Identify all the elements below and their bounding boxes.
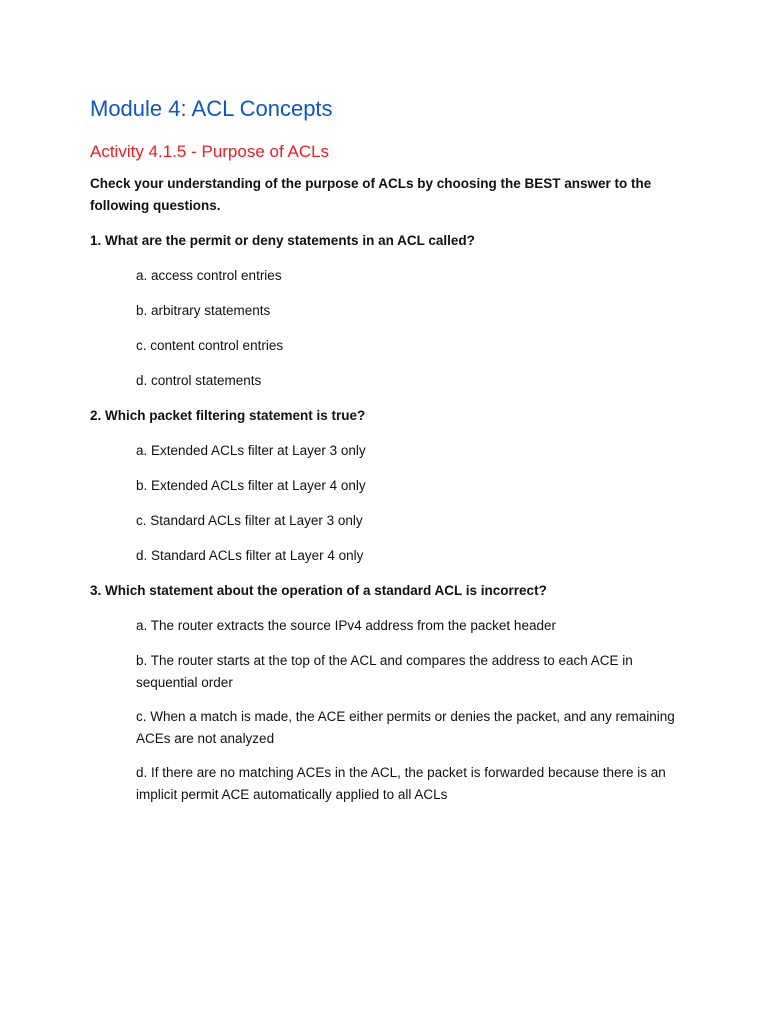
answer-option: b. arbitrary statements [136, 303, 271, 318]
activity-title: Activity 4.1.5 - Purpose of ACLs [90, 142, 330, 161]
question-3 [90, 580, 680, 806]
answer-option: a. Extended ACLs filter at Layer 3 only [136, 443, 366, 458]
answer-option: b. The router starts at the top of the ACL and compares the address to each ACE in sequential order [136, 653, 633, 690]
answer-option: d. If there are no matching ACEs in the ACL, the packet is forwarded because there is an implicit permit ACE automatically applied to all ACLs [136, 765, 666, 802]
answer-option: d. Standard ACLs filter at Layer 4 only [136, 548, 364, 563]
answer-option: c. content control entries [136, 338, 284, 353]
answer-option: b. Extended ACLs filter at Layer 4 only [136, 478, 366, 493]
question-text: 1. What are the permit or deny statements in an ACL called? [90, 233, 475, 248]
answer-list [136, 440, 680, 567]
question-text: 2. Which packet filtering statement is true? [90, 408, 366, 423]
intro-text: Check your understanding of the purpose of ACLs by choosing the BEST answer to the following questions. [90, 176, 652, 213]
question-text: 3. Which statement about the operation of a standard ACL is incorrect? [90, 583, 547, 598]
answer-option: a. The router extracts the source IPv4 address from the packet header [136, 618, 556, 633]
answer-option: d. control statements [136, 373, 262, 388]
question-1 [90, 230, 680, 392]
answer-list [136, 265, 680, 392]
module-title: Module 4: ACL Concepts [90, 96, 333, 121]
document-page [90, 94, 680, 818]
answer-option: c. When a match is made, the ACE either permits or denies the packet, and any remaining ACEs are not analyzed [136, 709, 675, 746]
answer-option: a. access control entries [136, 268, 282, 283]
answer-option: c. Standard ACLs filter at Layer 3 only [136, 513, 363, 528]
question-2 [90, 405, 680, 567]
answer-list [136, 615, 680, 806]
